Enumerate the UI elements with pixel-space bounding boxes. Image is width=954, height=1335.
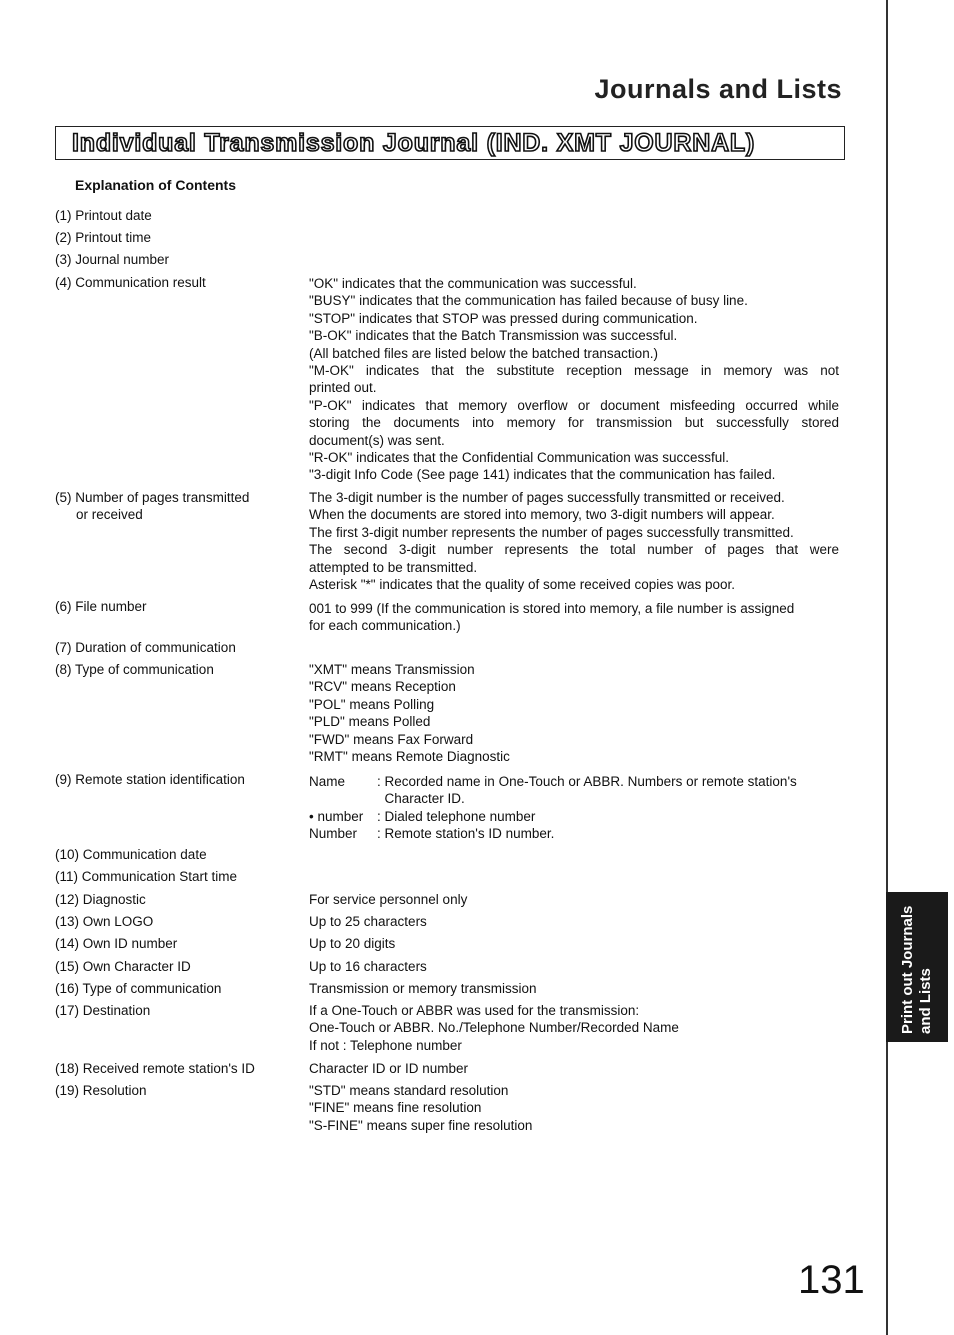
description-line: Transmission or memory transmission xyxy=(309,981,537,996)
description-line: "B-OK" indicates that the Batch Transmission was successful. xyxy=(309,328,678,344)
item-description xyxy=(309,891,839,908)
item-label-text: (15) Own Character ID xyxy=(55,959,191,974)
item-label-text: (10) Communication date xyxy=(55,847,207,862)
item-label xyxy=(55,980,295,997)
explanation-heading: Explanation of Contents xyxy=(75,177,236,193)
item-label xyxy=(55,274,295,291)
item-label xyxy=(55,771,295,788)
description-line: Character ID or ID number xyxy=(309,1061,469,1076)
description-line: (All batched files are listed below the batched transaction.) xyxy=(309,345,658,361)
item-label xyxy=(55,891,295,908)
description-line: storing the documents into memory for transmission but successfully stored xyxy=(309,415,839,431)
identification-table xyxy=(309,773,839,843)
side-tab-line-2: and Lists xyxy=(917,968,934,1034)
description-line: "R-OK" indicates that the Confidential Communication was successful. xyxy=(309,450,730,466)
description-line: printed out. xyxy=(309,380,377,396)
item-label-text: (18) Received remote station's ID xyxy=(55,1061,255,1076)
description-line: "RMT" means Remote Diagnostic xyxy=(309,749,510,765)
item-description xyxy=(309,600,839,635)
identification-term: Name xyxy=(309,774,346,789)
item-description xyxy=(309,935,839,952)
item-label xyxy=(55,229,295,246)
description-line: The second 3-digit number represents the total number of pages that were xyxy=(309,542,839,558)
item-label-text: (9) Remote station identification xyxy=(55,772,245,787)
item-description xyxy=(309,1060,839,1077)
item-description xyxy=(309,913,839,930)
description-line: "S-FINE" means super fine resolution xyxy=(309,1117,533,1133)
description-line: attempted to be transmitted. xyxy=(309,559,478,575)
description-line: If a One-Touch or ABBR was used for the transmission: xyxy=(309,1003,640,1018)
description-line: "M-OK" indicates that the substitute reception message in memory was not xyxy=(309,363,839,379)
page-title: Individual Transmission Journal (IND. XMT JOURNAL) xyxy=(72,129,756,157)
identification-text: : Remote station's ID number. xyxy=(377,826,555,842)
item-label-text: (13) Own LOGO xyxy=(55,914,154,929)
item-label-text: (3) Journal number xyxy=(55,252,170,267)
description-line: If not : Telephone number xyxy=(309,1037,462,1053)
description-line: One-Touch or ABBR. No./Telephone Number/Recorded Name xyxy=(309,1020,679,1036)
side-tab-label xyxy=(886,892,948,1042)
side-tab[interactable] xyxy=(886,892,948,1042)
item-label-text: (1) Printout date xyxy=(55,208,152,223)
description-line: Up to 20 digits xyxy=(309,936,396,951)
item-label-text: (4) Communication result xyxy=(55,275,206,290)
description-line: "OK" indicates that the communication was successful. xyxy=(309,276,637,291)
description-line: "BUSY" indicates that the communication has failed because of busy line. xyxy=(309,293,748,309)
item-label xyxy=(55,846,295,863)
description-line: The first 3-digit number represents the number of pages successfully transmitted. xyxy=(309,524,794,540)
page-title-box xyxy=(55,126,845,160)
item-label-text: (7) Duration of communication xyxy=(55,640,236,655)
item-label-text: (5) Number of pages transmitted xyxy=(55,490,250,505)
item-description xyxy=(309,661,839,765)
side-tab-line-1: Print out Journals xyxy=(899,905,916,1034)
description-line: Asterisk "*" indicates that the quality of some received copies was poor. xyxy=(309,577,736,593)
description-line: Up to 16 characters xyxy=(309,959,427,974)
item-label-text: (16) Type of communication xyxy=(55,981,222,996)
item-label xyxy=(55,1082,295,1099)
item-description xyxy=(309,275,839,484)
section-header: Journals and Lists xyxy=(594,74,842,104)
description-line: For service personnel only xyxy=(309,892,468,907)
item-description xyxy=(309,980,839,997)
item-label xyxy=(55,251,295,268)
item-label-text: (11) Communication Start time xyxy=(55,869,238,884)
item-label-text: (17) Destination xyxy=(55,1003,151,1018)
item-label-text: (8) Type of communication xyxy=(55,662,214,677)
item-label xyxy=(55,868,295,885)
item-label xyxy=(55,598,295,615)
item-label xyxy=(55,958,295,975)
description-line: "P-OK" indicates that memory overflow or document misfeeding occurred while xyxy=(309,397,839,413)
item-label xyxy=(55,1060,295,1077)
item-label xyxy=(55,935,295,952)
item-description xyxy=(309,958,839,975)
description-line: "STOP" indicates that STOP was pressed during communication. xyxy=(309,310,698,326)
item-description xyxy=(309,489,839,593)
description-line: "STD" means standard resolution xyxy=(309,1083,509,1098)
margin-rule xyxy=(886,0,888,1335)
description-line: "XMT" means Transmission xyxy=(309,662,475,677)
description-line: "POL" means Polling xyxy=(309,696,435,712)
item-description xyxy=(309,1082,839,1134)
description-line: Up to 25 characters xyxy=(309,914,427,929)
item-description xyxy=(309,1002,839,1054)
identification-term xyxy=(309,790,377,807)
identification-text: Character ID. xyxy=(377,791,465,807)
item-label xyxy=(55,1002,295,1019)
description-line: "3-digit Info Code (See page 141) indicates that the communication has failed. xyxy=(309,467,776,483)
description-line: The 3-digit number is the number of pages successfully transmitted or received. xyxy=(309,490,785,505)
description-line: "FWD" means Fax Forward xyxy=(309,731,474,747)
item-label xyxy=(55,639,295,656)
item-label-text: (2) Printout time xyxy=(55,230,152,245)
item-label xyxy=(55,913,295,930)
page-number: 131 xyxy=(798,1258,865,1302)
item-label-text: (14) Own ID number xyxy=(55,936,178,951)
identification-text: : Recorded name in One-Touch or ABBR. Numbers or remote station's xyxy=(377,774,797,789)
identification-term: • number xyxy=(309,808,364,824)
identification-term: Number xyxy=(309,826,358,842)
item-label-continuation: or received xyxy=(76,507,143,523)
description-line: "RCV" means Reception xyxy=(309,679,456,695)
description-line: "PLD" means Polled xyxy=(309,714,431,730)
item-label-text: (12) Diagnostic xyxy=(55,892,146,907)
identification-text: : Dialed telephone number xyxy=(377,808,536,824)
item-label-text: (19) Resolution xyxy=(55,1083,147,1098)
description-line: document(s) was sent. xyxy=(309,432,445,448)
item-label xyxy=(55,207,295,224)
item-label xyxy=(55,489,295,524)
item-label xyxy=(55,661,295,678)
item-label-text: (6) File number xyxy=(55,599,147,614)
description-line: 001 to 999 (If the communication is stored into memory, a file number is assigned xyxy=(309,601,795,616)
description-line: When the documents are stored into memory, two 3-digit numbers will appear. xyxy=(309,507,775,523)
description-line: for each communication.) xyxy=(309,618,461,634)
description-line: "FINE" means fine resolution xyxy=(309,1100,482,1116)
item-description xyxy=(309,773,839,843)
